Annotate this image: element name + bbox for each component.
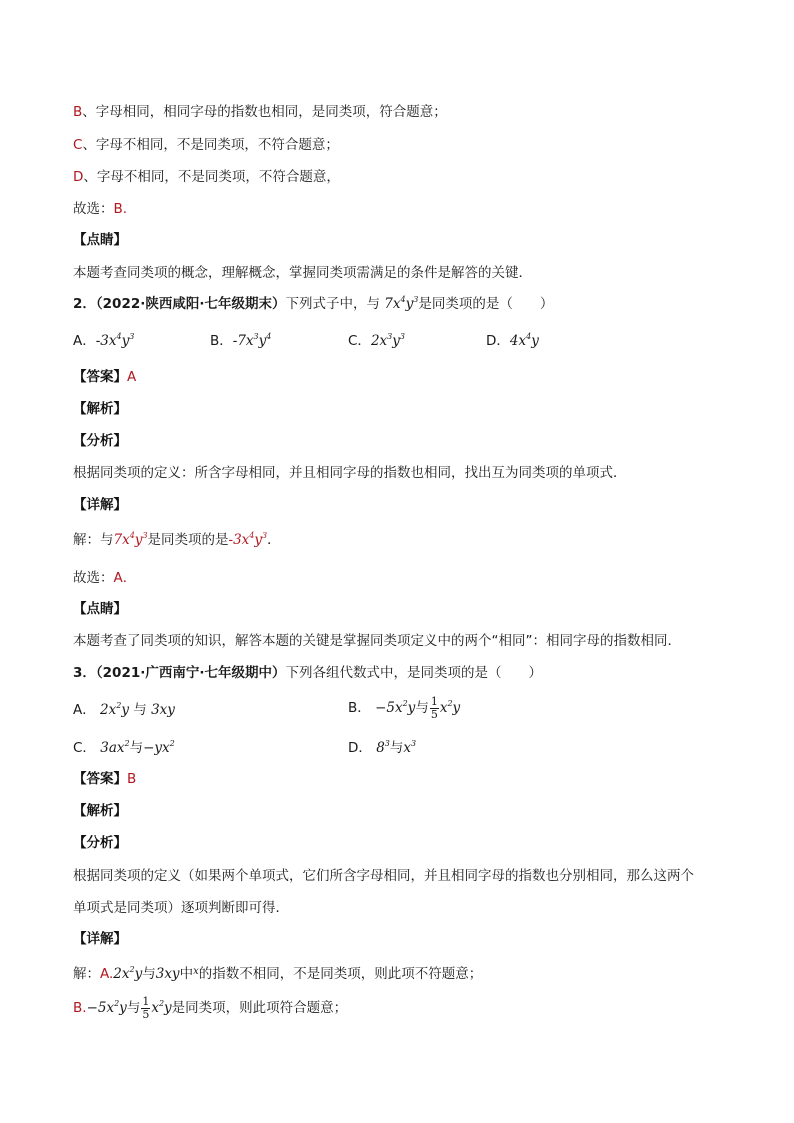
option-a: A． $2x^2y$ 与 3xy (73, 701, 175, 718)
math-expression: $2x^3y^3$ (370, 332, 405, 349)
math-expression: $8^3$ (376, 739, 390, 756)
analyze-text-q2: 根据同类项的定义：所含字母相同，并且相同字母的指数也相同，找出互为同类项的单项式． (73, 465, 627, 481)
question-stem-before: 下列式子中，与 (285, 296, 380, 312)
question-stem-after: 下列各组代数式中，是同类项的是（ ） (285, 665, 542, 681)
math-expression: $7x^4y^3$ (113, 531, 148, 548)
answer-heading: 【答案】 (73, 369, 127, 385)
choice-line-prev (73, 200, 127, 218)
option-label-b: B (73, 104, 83, 120)
math-expression: $7x^4y^3$ (384, 295, 419, 312)
choice-line-q2: 故选：A． (73, 570, 137, 586)
detail-text-q2: 解：与$7x^4y^3$是同类项的是$-3x^4y^3$． (73, 531, 281, 548)
math-expression: $-5x^2y$ (86, 999, 127, 1016)
option-d: D．$4x^4y$ (486, 332, 539, 349)
math-expression: $-7x^3y^4$ (232, 332, 272, 349)
analyze-text-q3-line1: 根据同类项的定义（如果两个单项式，它们所含字母相同，并且相同字母的指数也分别相同，那么这两个 (73, 868, 694, 884)
detail-heading-q3: 【详解】 (73, 931, 127, 947)
answer-line-q3 (73, 770, 136, 788)
question-stem-after: 是同类项的是（ ） (418, 296, 554, 312)
answer-value: B (127, 771, 137, 787)
question-3-stem (73, 664, 542, 682)
math-expression: $2x^2y$ (113, 965, 143, 982)
question-number: 3． (73, 665, 96, 681)
math-expression: $-3x^4y^3$ (95, 332, 135, 349)
option-a: A．$-3x^4y^3$ (73, 332, 135, 349)
solution-line-b (73, 103, 447, 121)
question-2-stem (73, 295, 553, 313)
solution-line-c (73, 136, 339, 154)
math-expression: $2x^2y$ (100, 701, 129, 718)
option-c: C．$2x^3y^3$ (348, 332, 405, 349)
analyze-heading-q2: 【分析】 (73, 433, 127, 449)
comment-heading-q2: 【点睛】 (73, 601, 127, 617)
comment-text-q2: 本题考查了同类项的知识，解答本题的关键是掌握同类项定义中的两个“相同”：相同字母的指数相同． (73, 633, 681, 649)
question-source: （2021·广西南宁·七年级期中） (95, 665, 286, 681)
answer-value: A (127, 369, 137, 385)
detail-a-q3: 解：$A.2x^2y$与3xy中$^x$的指数不相同，不是同类项，则此项不符题意； (73, 965, 483, 982)
choice-value: B. (113, 201, 128, 217)
detail-heading-q2: 【详解】 (73, 497, 127, 513)
choice-prefix: 故选： (73, 201, 114, 217)
solution-text-b: 、字母相同，相同字母的指数也相同，是同类项，符合题意； (82, 104, 447, 120)
option-b: B．$-7x^3y^4$ (210, 332, 272, 349)
option-label-c: C (73, 137, 83, 153)
math-expression: $3ax^2$ (100, 739, 130, 756)
option-b: B． $-5x^2y$与 $\frac{1}{5}$ $x^2y$ (348, 695, 461, 721)
option-c: C． $3ax^2$与$-yx^2$ (73, 739, 175, 756)
option-d: D． $8^3$与$x^3$ (348, 739, 417, 756)
analysis-heading-q2: 【解析】 (73, 401, 127, 417)
question-number: 2． (73, 296, 96, 312)
comment-text-prev: 本题考查同类项的概念，理解概念，掌握同类项需满足的条件是解答的关键． (73, 265, 532, 281)
math-expression: 3xy (151, 702, 175, 718)
solution-line-d (73, 168, 340, 186)
comment-heading-prev: 【点睛】 (73, 232, 127, 248)
answer-line-q2 (73, 368, 136, 386)
detail-b-q3: $B.-5x^2y$与 $\frac{1}{5}$ $x^2y$是同类项，则此项符合题意； (73, 995, 348, 1021)
math-expression: x (193, 966, 199, 977)
option-label-d: D (73, 169, 84, 185)
math-expression: $-5x^2y$ (375, 699, 416, 716)
math-expression: $-yx^2$ (143, 739, 175, 756)
math-expression: $x^3$ (403, 739, 417, 756)
math-expression: $4x^4y$ (509, 332, 539, 349)
question-source: （2022·陕西咸阳·七年级期末） (95, 296, 286, 312)
analyze-heading-q3: 【分析】 (73, 835, 127, 851)
answer-heading: 【答案】 (73, 771, 127, 787)
math-expression: $-3x^4y^3$ (228, 531, 268, 548)
math-expression: $\frac{1}{5}$ $x^2y$ (430, 695, 461, 721)
math-expression: $\frac{1}{5}$ $x^2y$ (142, 995, 172, 1021)
solution-text-c: 、字母不相同，不是同类项，不符合题意； (82, 137, 339, 153)
solution-text-d: 、字母不相同，不是同类项，不符合题意， (83, 169, 340, 185)
math-expression: 3xy (155, 966, 180, 982)
analyze-text-q3-line2: 单项式是同类项）逐项判断即可得． (73, 900, 289, 916)
analysis-heading-q3: 【解析】 (73, 803, 127, 819)
